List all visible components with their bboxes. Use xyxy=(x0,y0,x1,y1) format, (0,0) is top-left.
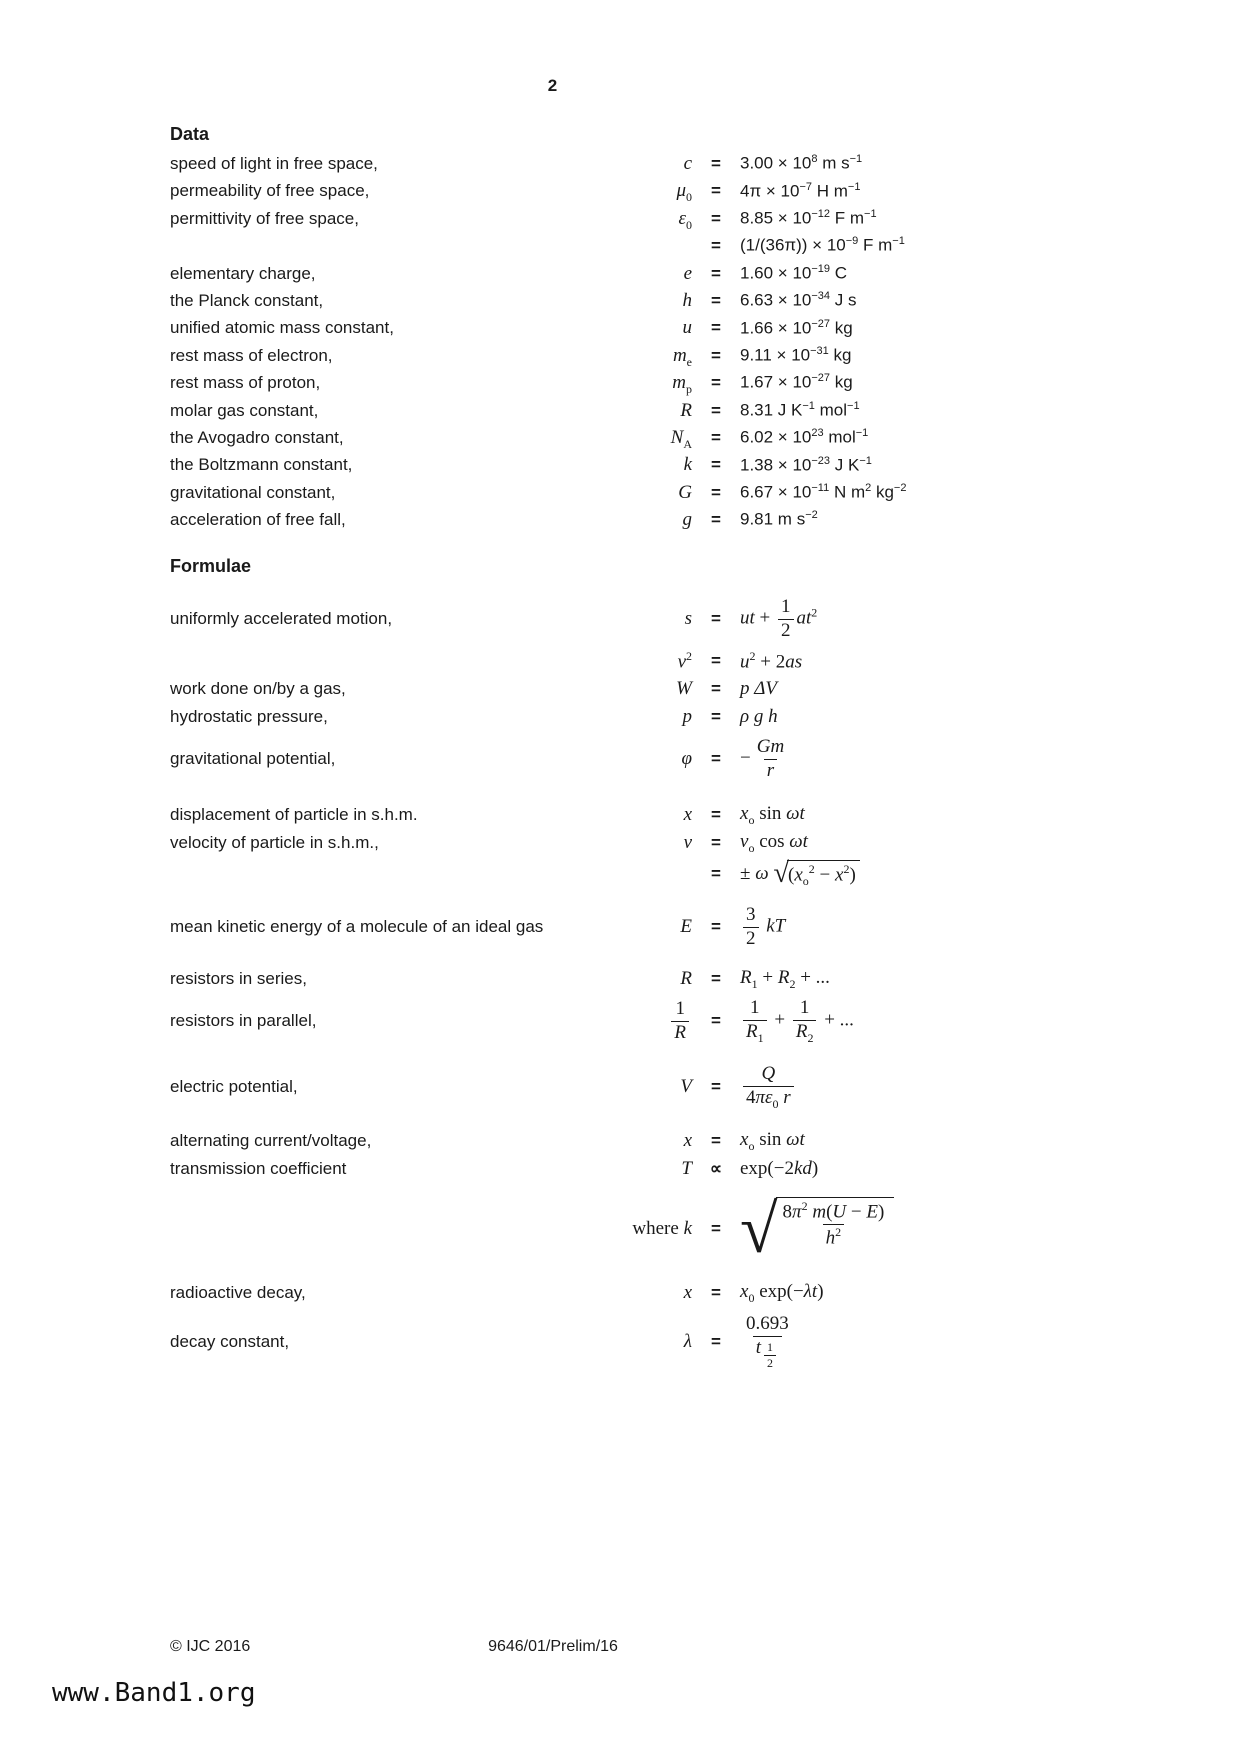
constant-label: permeability of free space, xyxy=(170,181,370,201)
formula-symbol: E xyxy=(680,916,692,938)
formula-symbol: $v^2$ xyxy=(677,649,692,673)
equals-sign: = xyxy=(711,609,721,629)
equals-sign: = xyxy=(711,400,721,420)
formula-row xyxy=(170,1189,990,1269)
constant-symbol: $m_e$ xyxy=(672,344,692,369)
constant-symbol: G xyxy=(678,481,692,503)
constant-label: elementary charge, xyxy=(170,263,316,283)
data-row xyxy=(170,427,990,454)
equals-sign: = xyxy=(711,707,721,727)
footer-copyright: © IJC 2016 xyxy=(170,1638,251,1655)
formula-row xyxy=(170,993,990,1049)
formula-expression: p ΔV xyxy=(740,678,778,700)
formula-expression: $R_1 + R_2$ + ... xyxy=(740,967,830,991)
constant-label: the Planck constant, xyxy=(170,290,324,310)
equals-sign: = xyxy=(711,651,721,671)
constant-value: $(1/(36\pi)) \times 10^{-9}$ F $m^{-1}$ xyxy=(740,235,905,255)
formula-label: hydrostatic pressure, xyxy=(170,707,328,727)
constant-symbol: $m_p$ xyxy=(672,372,692,396)
equals-sign: = xyxy=(711,1077,721,1097)
constant-label: permittivity of free space, xyxy=(170,208,359,228)
equals-sign: = xyxy=(711,345,721,365)
formula-row xyxy=(170,1127,990,1155)
data-row xyxy=(170,509,990,536)
formula-row xyxy=(170,647,990,675)
constant-symbol: e xyxy=(683,262,692,284)
constant-label: speed of light in free space, xyxy=(170,154,378,173)
formula-symbol: p xyxy=(682,706,692,728)
constant-value: $9.11 \times 10^{-31}$ kg xyxy=(740,345,852,365)
equals-sign: = xyxy=(711,235,721,255)
formula-expression: $\frac{Q}{4\pi\varepsilon_0 r}$ xyxy=(740,1063,990,1111)
equals-sign: = xyxy=(711,427,721,447)
equals-sign: = xyxy=(711,1331,721,1351)
formula-row xyxy=(170,965,990,993)
formula-expression: − $\frac{Gm}{r}$ xyxy=(740,736,785,781)
equals-sign: = xyxy=(711,154,721,173)
data-row xyxy=(170,345,990,372)
formula-label: mean kinetic energy of a molecule of an ideal gas xyxy=(170,917,544,937)
formula-row xyxy=(170,1313,990,1370)
formula-symbol: V xyxy=(680,1076,692,1098)
formula-label: resistors in parallel, xyxy=(170,1011,317,1031)
equals-sign: = xyxy=(711,1219,721,1239)
equals-sign: = xyxy=(711,208,721,228)
constant-symbol: k xyxy=(683,454,692,476)
page-number: 2 xyxy=(547,76,558,95)
formula-row xyxy=(170,675,990,703)
formula-label: gravitational potential, xyxy=(170,749,336,769)
data-row xyxy=(170,153,990,180)
formula-expression: 0.693 t $_{\frac{1}{2}}$ xyxy=(746,1313,789,1370)
formula-expression: $\frac{3}{2}$ kT xyxy=(740,904,990,951)
formula-row xyxy=(170,1155,990,1183)
constant-value: $1.60 \times 10^{-19}$ C xyxy=(740,262,848,283)
data-row xyxy=(170,454,990,481)
formula-label: uniformly accelerated motion, xyxy=(170,609,393,629)
constant-symbol: g xyxy=(682,509,692,531)
equals-sign: = xyxy=(711,181,721,201)
proportional-sign: ∝ xyxy=(709,1159,723,1179)
data-section xyxy=(170,153,990,536)
constant-label: acceleration of free fall, xyxy=(170,510,346,530)
formula-expression: ± ω √ $(x_o^2 - x^2)$ xyxy=(740,860,990,889)
equals-sign: = xyxy=(711,482,721,502)
formula-expression: $x_o$ sin ωt xyxy=(740,803,805,827)
constant-value: $6.02 \times 10^{23}$ mol$^{-1}$ xyxy=(740,427,869,447)
formulae-section xyxy=(170,591,990,1370)
formula-label: work done on/by a gas, xyxy=(170,679,346,699)
constant-value: $3.00 \times 10^8$ m $s^{-1}$ xyxy=(740,153,863,173)
equals-sign: = xyxy=(711,749,721,769)
constant-symbol: $\mu_0$ xyxy=(676,180,692,205)
constant-label: molar gas constant, xyxy=(170,400,319,420)
constant-symbol: R xyxy=(680,399,692,421)
constant-value: $6.67 \times 10^{-11}$ N $m^2$ $kg^{-2}$ xyxy=(740,482,907,502)
equals-sign: = xyxy=(711,373,721,393)
data-section-heading: Data xyxy=(170,124,210,144)
formula-row xyxy=(170,731,990,787)
equals-sign: = xyxy=(711,1131,721,1151)
equals-sign: = xyxy=(711,864,721,884)
constant-value: $8.85 \times 10^{-12}$ F $m^{-1}$ xyxy=(740,208,877,228)
equals-sign: = xyxy=(711,318,721,338)
formula-symbol: $\frac{1}{R}$ xyxy=(577,998,692,1045)
formula-row xyxy=(170,857,990,891)
constant-value: $1.38 \times 10^{-23}$ J $K^{-1}$ xyxy=(740,454,872,475)
constant-symbol: c xyxy=(683,153,692,174)
formula-row xyxy=(170,899,990,955)
page-content xyxy=(170,124,990,1370)
constant-label: the Avogadro constant, xyxy=(170,427,344,447)
data-row xyxy=(170,263,990,290)
formula-symbol: s xyxy=(684,608,692,630)
constant-label: rest mass of electron, xyxy=(170,345,333,365)
formula-symbol: T xyxy=(681,1158,692,1180)
formula-row xyxy=(170,591,990,647)
formula-symbol: W xyxy=(676,678,692,700)
formulae-section-heading: Formulae xyxy=(170,556,252,577)
formula-symbol: where k xyxy=(632,1218,692,1240)
formula-symbol: v xyxy=(683,832,692,854)
constant-label: gravitational constant, xyxy=(170,482,336,502)
formula-label: alternating current/voltage, xyxy=(170,1131,372,1151)
formula-expression: ρ g h xyxy=(740,706,778,728)
data-row xyxy=(170,180,990,207)
formula-row xyxy=(170,801,990,829)
constant-symbol: $N_A$ xyxy=(670,426,692,451)
formula-label: transmission coefficient xyxy=(170,1159,347,1179)
formula-row xyxy=(170,1279,990,1307)
data-row xyxy=(170,372,990,399)
formula-expression: $x_0$ exp(−λt) xyxy=(740,1281,824,1305)
data-row xyxy=(170,482,990,509)
formula-label: electric potential, xyxy=(170,1077,298,1097)
watermark-url: www.Band1.org xyxy=(52,1678,256,1708)
equals-sign: = xyxy=(711,805,721,825)
constant-value: $1.66 \times 10^{-27}$ kg xyxy=(740,317,853,338)
formula-row xyxy=(170,703,990,731)
formula-label: displacement of particle in s.h.m. xyxy=(170,805,418,825)
formula-symbol: x xyxy=(683,1130,692,1152)
formula-expression: √ $\frac{8\pi^2 m(U - E)}{h^2}$ xyxy=(740,1197,990,1262)
data-row xyxy=(170,290,990,317)
constant-value: $4\pi \times 10^{-7}$ H $m^{-1}$ xyxy=(740,180,861,201)
formula-expression: ut + $\frac{1}{2}$ $at^2$ xyxy=(740,596,818,641)
constant-symbol: h xyxy=(682,289,692,311)
data-row xyxy=(170,235,990,262)
constant-value: $6.63 \times 10^{-34}$ J s xyxy=(740,290,857,310)
equals-sign: = xyxy=(711,833,721,853)
data-row xyxy=(170,400,990,427)
formula-label: radioactive decay, xyxy=(170,1283,306,1303)
formula-symbol: x xyxy=(683,1282,692,1304)
constant-value: 8.31 J $K^{-1}$ mol$^{-1}$ xyxy=(740,399,860,420)
equals-sign: = xyxy=(711,455,721,475)
formula-label: decay constant, xyxy=(170,1331,290,1351)
formula-expression: $u^2 + 2as$ xyxy=(740,649,803,673)
formula-label: resistors in series, xyxy=(170,969,307,989)
equals-sign: = xyxy=(711,510,721,530)
formula-symbol: φ xyxy=(681,748,692,770)
formula-expression: exp(−2kd) xyxy=(740,1158,819,1180)
constant-value: $1.67 \times 10^{-27}$ kg xyxy=(740,372,853,393)
constant-value: 9.81 m $s^{-2}$ xyxy=(740,509,818,530)
formula-symbol: R xyxy=(680,968,692,990)
formula-expression: $\frac{1}{R_1}$ + $\frac{1}{R_2}$ + ... xyxy=(740,997,990,1045)
constant-label: rest mass of proton, xyxy=(170,373,321,393)
constant-label: unified atomic mass constant, xyxy=(170,318,394,338)
formula-row xyxy=(170,829,990,857)
formula-expression: $v_o$ cos ωt xyxy=(740,831,808,855)
equals-sign: = xyxy=(711,1283,721,1303)
constant-symbol: u xyxy=(682,317,692,339)
formula-row xyxy=(170,1059,990,1115)
formula-symbol: λ xyxy=(683,1330,692,1352)
equals-sign: = xyxy=(711,679,721,699)
data-row xyxy=(170,208,990,235)
equals-sign: = xyxy=(711,917,721,937)
footer-paper-code: 9646/01/Prelim/16 xyxy=(488,1638,618,1655)
equals-sign: = xyxy=(711,263,721,283)
constant-symbol: $\varepsilon_0$ xyxy=(678,207,692,232)
formula-symbol: x xyxy=(683,804,692,826)
formula-expression: $x_o$ sin ωt xyxy=(740,1129,805,1153)
equals-sign: = xyxy=(711,1011,721,1031)
equals-sign: = xyxy=(711,290,721,310)
constant-label: the Boltzmann constant, xyxy=(170,455,353,475)
equals-sign: = xyxy=(711,969,721,989)
data-row xyxy=(170,317,990,344)
formula-label: velocity of particle in s.h.m., xyxy=(170,833,379,853)
